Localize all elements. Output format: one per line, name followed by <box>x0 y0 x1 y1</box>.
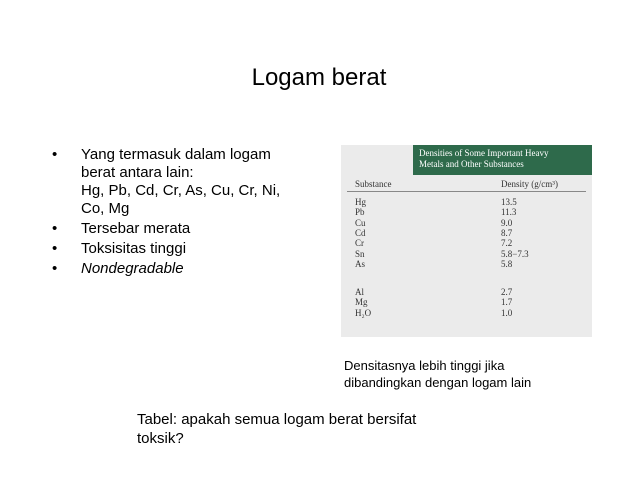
row-density: 5.8 <box>501 258 513 269</box>
bullet-symbol: • <box>52 240 58 257</box>
bullet-symbol: • <box>52 146 58 163</box>
table-title-line: Densities of Some Important Heavy <box>419 148 549 158</box>
bullet-item-distribution <box>52 220 312 238</box>
row-substance: Cd <box>355 227 366 238</box>
row-density: 13.5 <box>501 197 517 207</box>
row-substance: Cu <box>355 217 366 228</box>
table-row <box>341 207 592 217</box>
row-density: 1.7 <box>501 297 513 308</box>
bullet-text: Toksisitas tinggi <box>81 240 187 257</box>
density-table-image <box>341 145 592 337</box>
bullet-line: berat antara lain: <box>81 164 194 181</box>
row-density: 5.8−7.3 <box>501 248 529 259</box>
bullet-item-toxicity <box>52 240 312 258</box>
bullet-symbol: • <box>52 260 58 277</box>
row-density: 2.7 <box>501 287 513 297</box>
table-divider <box>347 191 586 192</box>
table-row <box>341 197 592 207</box>
table-col-substance: Substance <box>355 179 392 189</box>
table-row <box>341 228 592 238</box>
bullet-line: Co, Mg <box>81 200 130 217</box>
table-row <box>341 218 592 228</box>
row-substance: Mg <box>355 297 368 308</box>
table-question <box>137 410 457 448</box>
table-row <box>341 259 592 269</box>
bullet-line: Hg, Pb, Cd, Cr, As, Cu, Cr, Ni, <box>81 182 281 199</box>
bullet-text: Tersebar merata <box>81 220 191 237</box>
bullet-symbol: • <box>52 220 58 237</box>
table-row <box>341 308 592 318</box>
bullet-line: Yang termasuk dalam logam <box>81 146 271 163</box>
row-substance: Hg <box>355 197 366 207</box>
row-substance: As <box>355 258 366 269</box>
row-substance: Sn <box>355 248 365 259</box>
row-density: 11.3 <box>501 207 517 218</box>
row-substance: Al <box>355 287 364 297</box>
table-row <box>341 297 592 307</box>
row-density: 7.2 <box>501 238 513 249</box>
row-density: 8.7 <box>501 227 513 238</box>
row-density: 9.0 <box>501 217 513 228</box>
bullet-list <box>52 146 312 280</box>
table-row <box>341 249 592 259</box>
caption-line: Densitasnya lebih tinggi jika <box>344 358 505 373</box>
bullet-item-heavy-metals <box>52 146 312 218</box>
row-substance: Cr <box>355 238 364 249</box>
bullet-text: Nondegradable <box>81 260 184 277</box>
table-row <box>341 238 592 248</box>
bullet-item-nondegradable <box>52 260 312 278</box>
table-col-density: Density (g/cm³) <box>501 179 558 189</box>
row-substance: H₂O <box>355 307 372 318</box>
row-density: 1.0 <box>501 307 513 318</box>
density-caption <box>344 357 594 391</box>
caption-line: dibandingkan dengan logam lain <box>344 375 532 390</box>
row-substance: Pb <box>355 207 365 218</box>
slide-title: Logam berat <box>251 64 387 91</box>
table-title <box>413 145 592 175</box>
table-row <box>341 287 592 297</box>
question-line: Tabel: apakah semua logam berat bersifat <box>137 411 417 428</box>
table-title-line: Metals and Other Substances <box>419 159 524 169</box>
question-line: toksik? <box>137 430 184 447</box>
